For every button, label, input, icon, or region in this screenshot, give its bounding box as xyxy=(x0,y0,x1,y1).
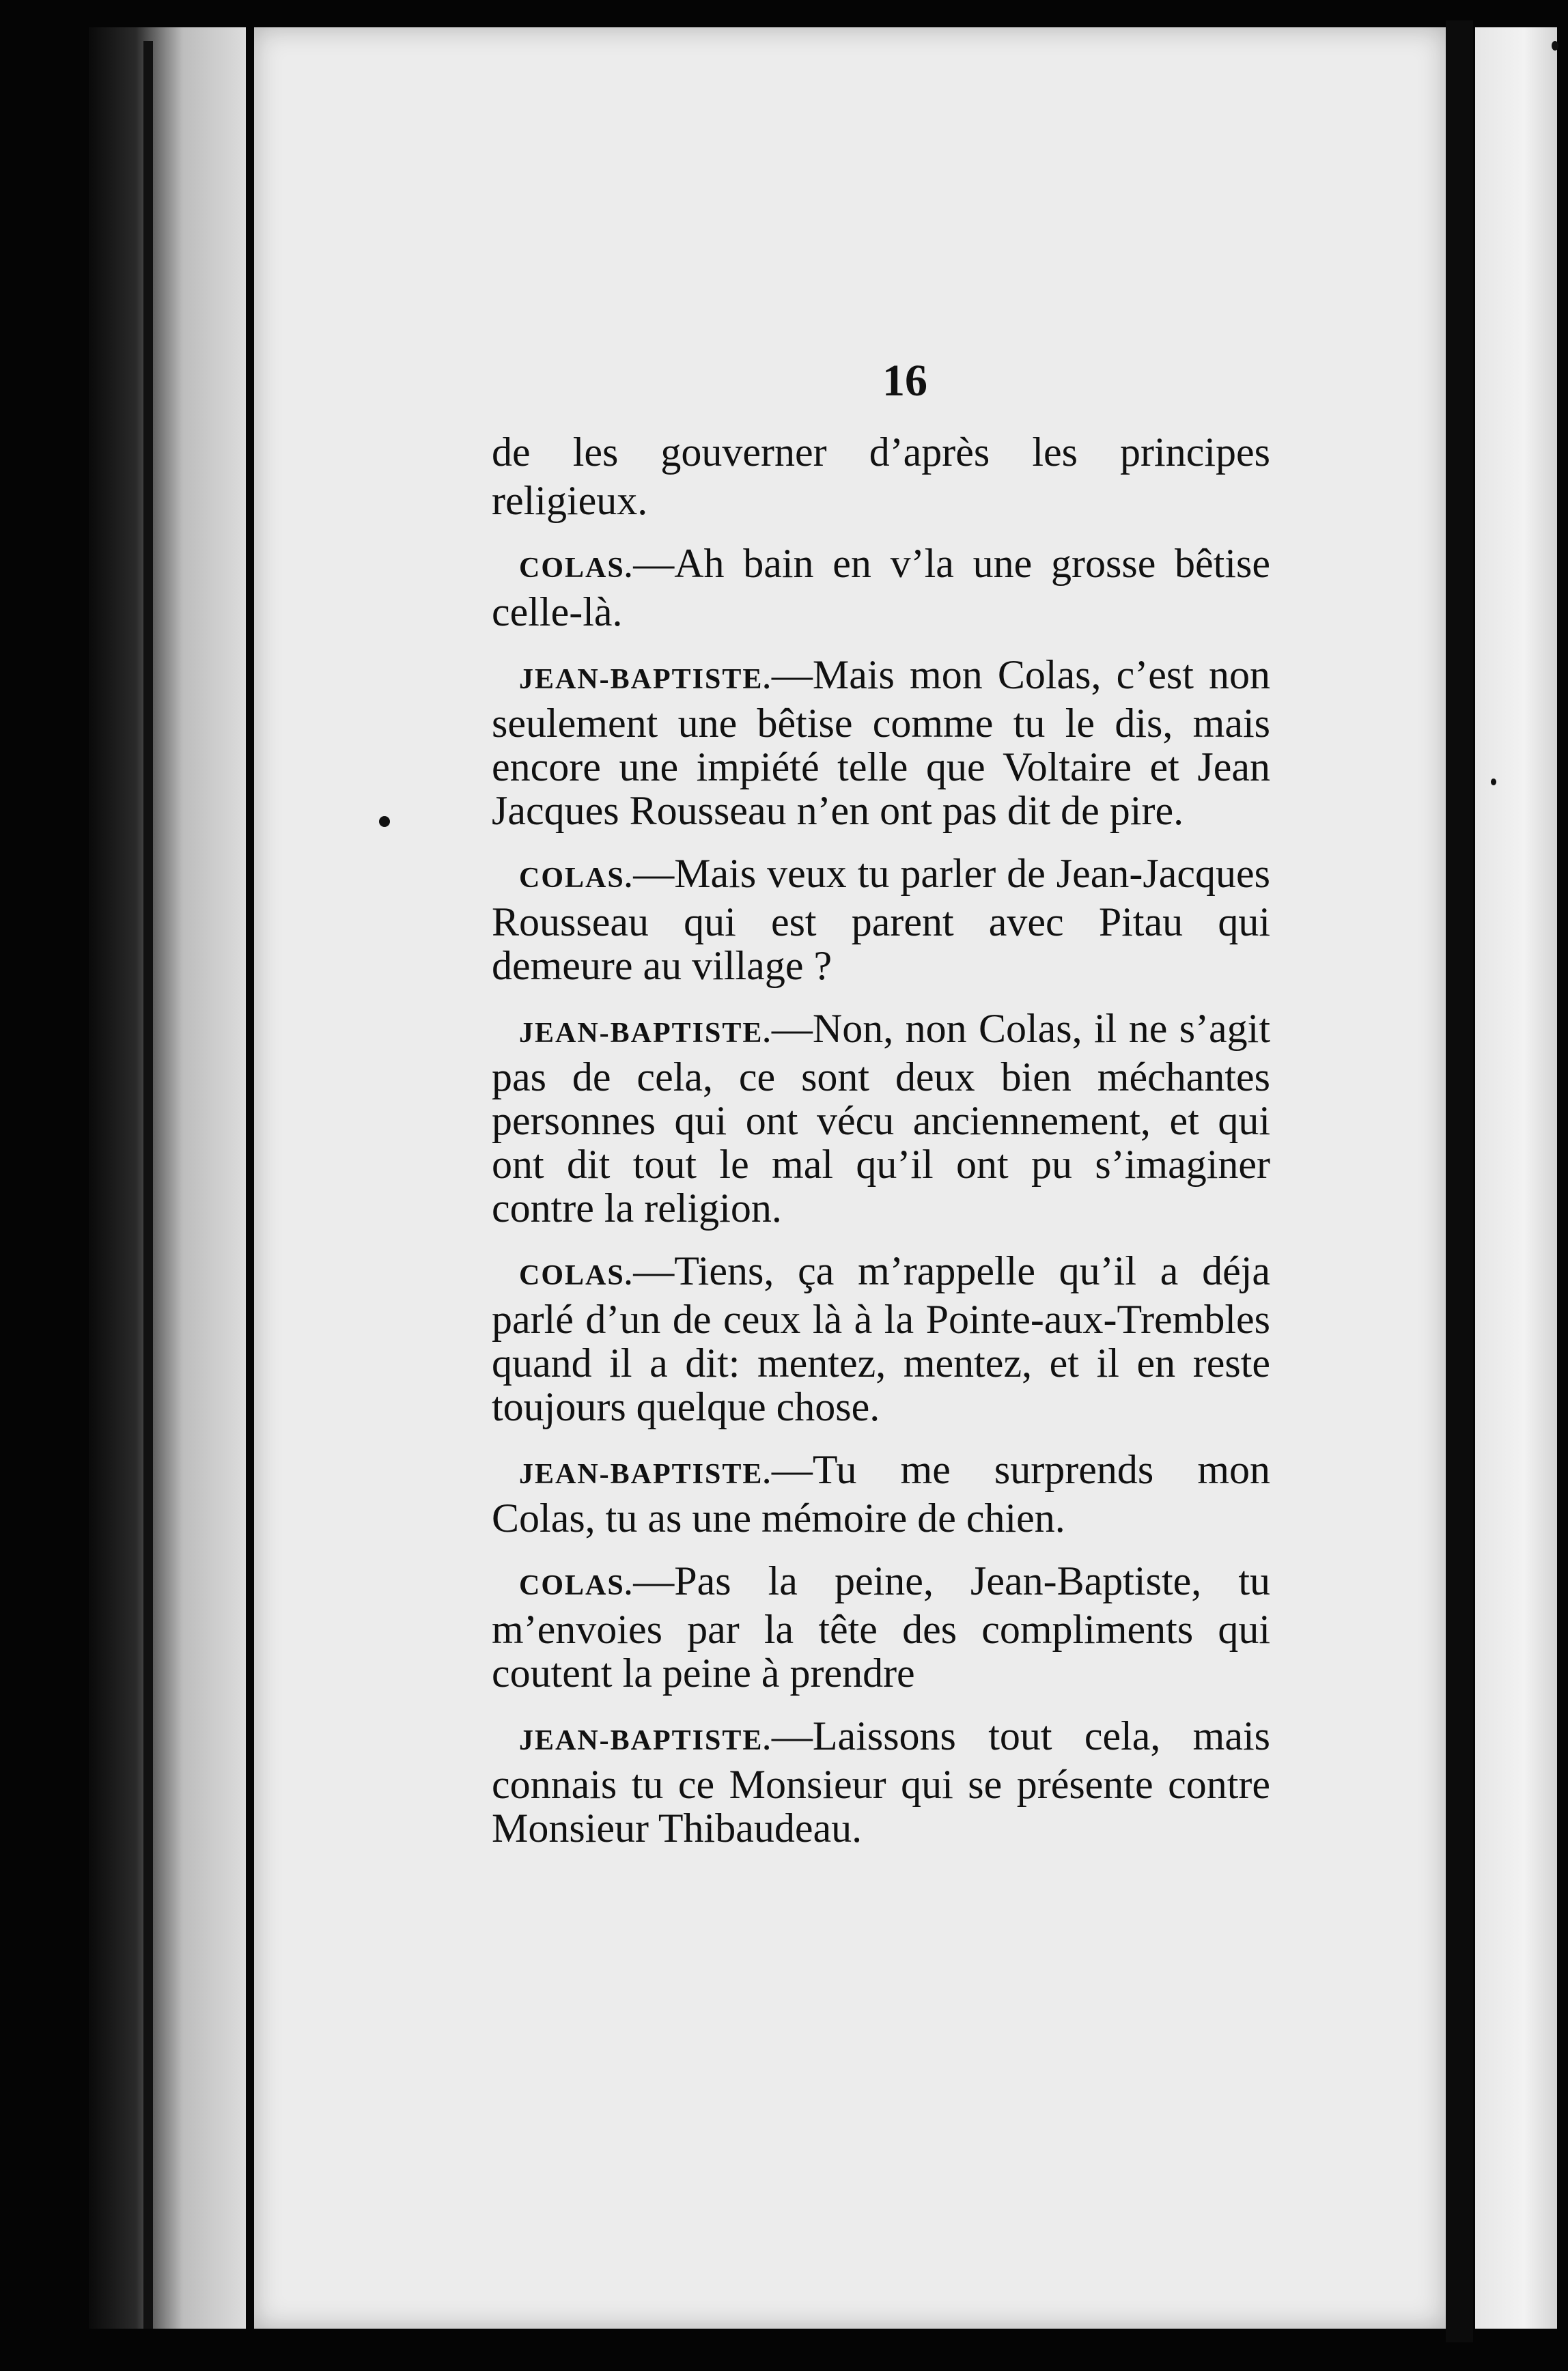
speaker-label: COLAS. xyxy=(519,552,634,584)
speaker-label: COLAS. xyxy=(519,1260,634,1291)
dialogue-text xyxy=(492,430,1270,1869)
page-gutter xyxy=(1446,20,1473,2342)
paragraph-text: —Mais veux tu parler de Jean-Jacques Rousseau qui est parent avec Pitau qui demeure au village ? xyxy=(492,851,1270,988)
speaker-label: COLAS. xyxy=(519,1570,634,1601)
paragraph-text: —Ah bain en v’la une grosse bêtise celle-là. xyxy=(492,541,1270,634)
paragraph-text: —Pas la peine, Jean-Baptiste, tu m’envoies par la tête des compliments qui coutent la peine à prendre xyxy=(492,1558,1270,1696)
paragraph xyxy=(492,1007,1270,1230)
ink-speck xyxy=(1491,778,1496,785)
speaker-label: JEAN-BAPTISTE. xyxy=(519,1459,772,1490)
paragraph-text: —Tu me surprends mon Colas, tu as une mémoire de chien. xyxy=(492,1447,1270,1541)
paragraph xyxy=(492,1249,1270,1429)
page-number: 16 xyxy=(882,356,927,406)
paragraph-text: —Mais mon Colas, c’est non seulement une bêtise comme tu le dis, mais encore une impiété telle que Voltaire et Jean Jacques Rousseau n’en ont pas dit de pire. xyxy=(492,652,1270,833)
paragraph-text: de les gouverner d’après les principes religieux. xyxy=(492,430,1270,523)
paragraph xyxy=(492,653,1270,832)
binding-stripe xyxy=(143,41,153,2329)
speaker-label: COLAS. xyxy=(519,862,634,894)
ink-speck xyxy=(379,816,390,827)
ink-speck xyxy=(1552,41,1558,51)
book-binding-edge xyxy=(89,27,246,2329)
paragraph xyxy=(492,430,1270,522)
paragraph xyxy=(492,1448,1270,1540)
paragraph-text: —Non, non Colas, il ne s’agit pas de cela, ce sont deux bien méchantes personnes qui ont vécu anciennement, et qui ont dit tout le mal qu’il ont pu s’imaginer contre la religion. xyxy=(492,1006,1270,1231)
paragraph xyxy=(492,852,1270,987)
facing-page-edge xyxy=(1475,27,1557,2329)
paragraph-text: —Tiens, ça m’rappelle qu’il a déja parlé d’un de ceux là à la Pointe-aux-Trembles quand il a dit: mentez, mentez, et il en reste toujours quelque chose. xyxy=(492,1248,1270,1429)
paragraph xyxy=(492,1714,1270,1850)
paragraph xyxy=(492,1559,1270,1695)
speaker-label: JEAN-BAPTISTE. xyxy=(519,1018,772,1049)
speaker-label: JEAN-BAPTISTE. xyxy=(519,1725,772,1756)
paragraph-text: —Laissons tout cela, mais connais tu ce Monsieur qui se présente contre Monsieur Thibaudeau. xyxy=(492,1713,1270,1851)
paragraph xyxy=(492,542,1270,634)
speaker-label: JEAN-BAPTISTE. xyxy=(519,664,772,695)
